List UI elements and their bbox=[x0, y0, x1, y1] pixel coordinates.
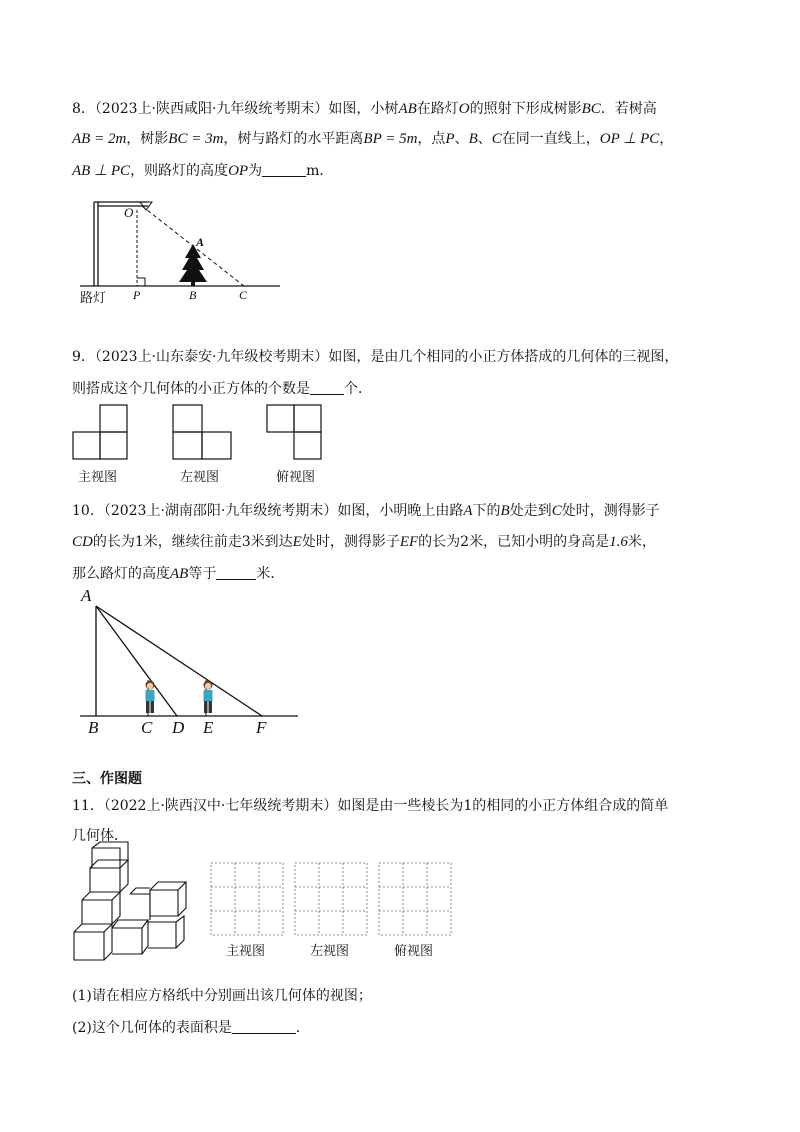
q10-label-D: D bbox=[172, 718, 185, 737]
section-heading-drawing: 三、作图题 bbox=[72, 771, 142, 787]
q8-line-3: AB ⊥ PC，则路灯的高度OP为 m． bbox=[72, 163, 334, 179]
q10-figure bbox=[76, 600, 302, 720]
q11-grid-top bbox=[378, 862, 452, 936]
q8-line-1: 8．（2023上·陕西咸阳·九年级统考期末）如图，小树AB在路灯O的照射下形成树影BC．若树高 bbox=[72, 101, 657, 117]
q9-front-view bbox=[72, 404, 130, 462]
q11-grid-left bbox=[294, 862, 368, 936]
q10-label-F: F bbox=[256, 718, 267, 737]
q11-cube-solid bbox=[72, 844, 198, 962]
q9-line-1: 9．（2023上·山东泰安·九年级校考期末）如图，是由几个相同的小正方体搭成的几何体的三视图， bbox=[72, 349, 679, 365]
q11-answer-blank[interactable] bbox=[232, 1019, 296, 1034]
q10-label-A: A bbox=[81, 586, 92, 605]
q9-top-view bbox=[266, 404, 324, 462]
person-at-c bbox=[146, 680, 155, 716]
q11-label-top: 俯视图 bbox=[394, 944, 434, 959]
q10-label-C: C bbox=[141, 718, 153, 737]
q11-sub-2: (2)这个几何体的表面积是 ． bbox=[72, 1020, 310, 1036]
q8-label-A: A bbox=[196, 235, 205, 249]
q10-line-1: 10．（2023上·湖南邵阳·九年级统考期末）如图，小明晚上由路A下的B处走到C处时，测得影子 bbox=[72, 503, 660, 519]
q8-label-lamp: 路灯 bbox=[80, 291, 107, 306]
q8-label-C: C bbox=[239, 288, 248, 302]
q8-answer-blank[interactable] bbox=[262, 162, 306, 177]
q9-label-front: 主视图 bbox=[78, 470, 118, 485]
q11-grid-front bbox=[210, 862, 284, 936]
q9-left-view bbox=[172, 404, 236, 462]
q8-line-2: AB = 2m，树影BC = 3m，树与路灯的水平距离BP = 5m，点P、B、C在同一直线上，OP ⊥ PC， bbox=[72, 131, 674, 147]
q10-label-B: B bbox=[88, 718, 99, 737]
q9-line-2: 则搭成这个几何体的小正方体的个数是 个． bbox=[72, 381, 372, 397]
q11-line-1: 11．（2022上·陕西汉中·七年级统考期末）如图是由一些棱长为1的相同的小正方体组合成的简单 bbox=[72, 798, 669, 814]
person-at-e bbox=[204, 680, 213, 716]
q10-line-2: CD的长为1米，继续往前走3米到达E处时，测得影子EF的长为2米，已知小明的身高是1.6米， bbox=[72, 534, 656, 550]
q10-answer-blank[interactable] bbox=[216, 565, 256, 580]
q9-answer-blank[interactable] bbox=[310, 380, 344, 395]
q11-sub-1: (1)请在相应方格纸中分别画出该几何体的视图； bbox=[72, 988, 372, 1004]
q9-label-left: 左视图 bbox=[180, 470, 220, 485]
q10-label-E: E bbox=[203, 718, 214, 737]
q11-line-2: 几何体． bbox=[72, 828, 128, 844]
q11-label-left: 左视图 bbox=[310, 944, 350, 959]
q11-label-front: 主视图 bbox=[226, 944, 266, 959]
q8-label-P: P bbox=[133, 288, 141, 302]
q9-label-top: 俯视图 bbox=[276, 470, 316, 485]
q8-label-B: B bbox=[189, 288, 197, 302]
q8-label-O: O bbox=[124, 205, 134, 220]
q10-line-3: 那么路灯的高度AB等于 米． bbox=[72, 566, 285, 582]
